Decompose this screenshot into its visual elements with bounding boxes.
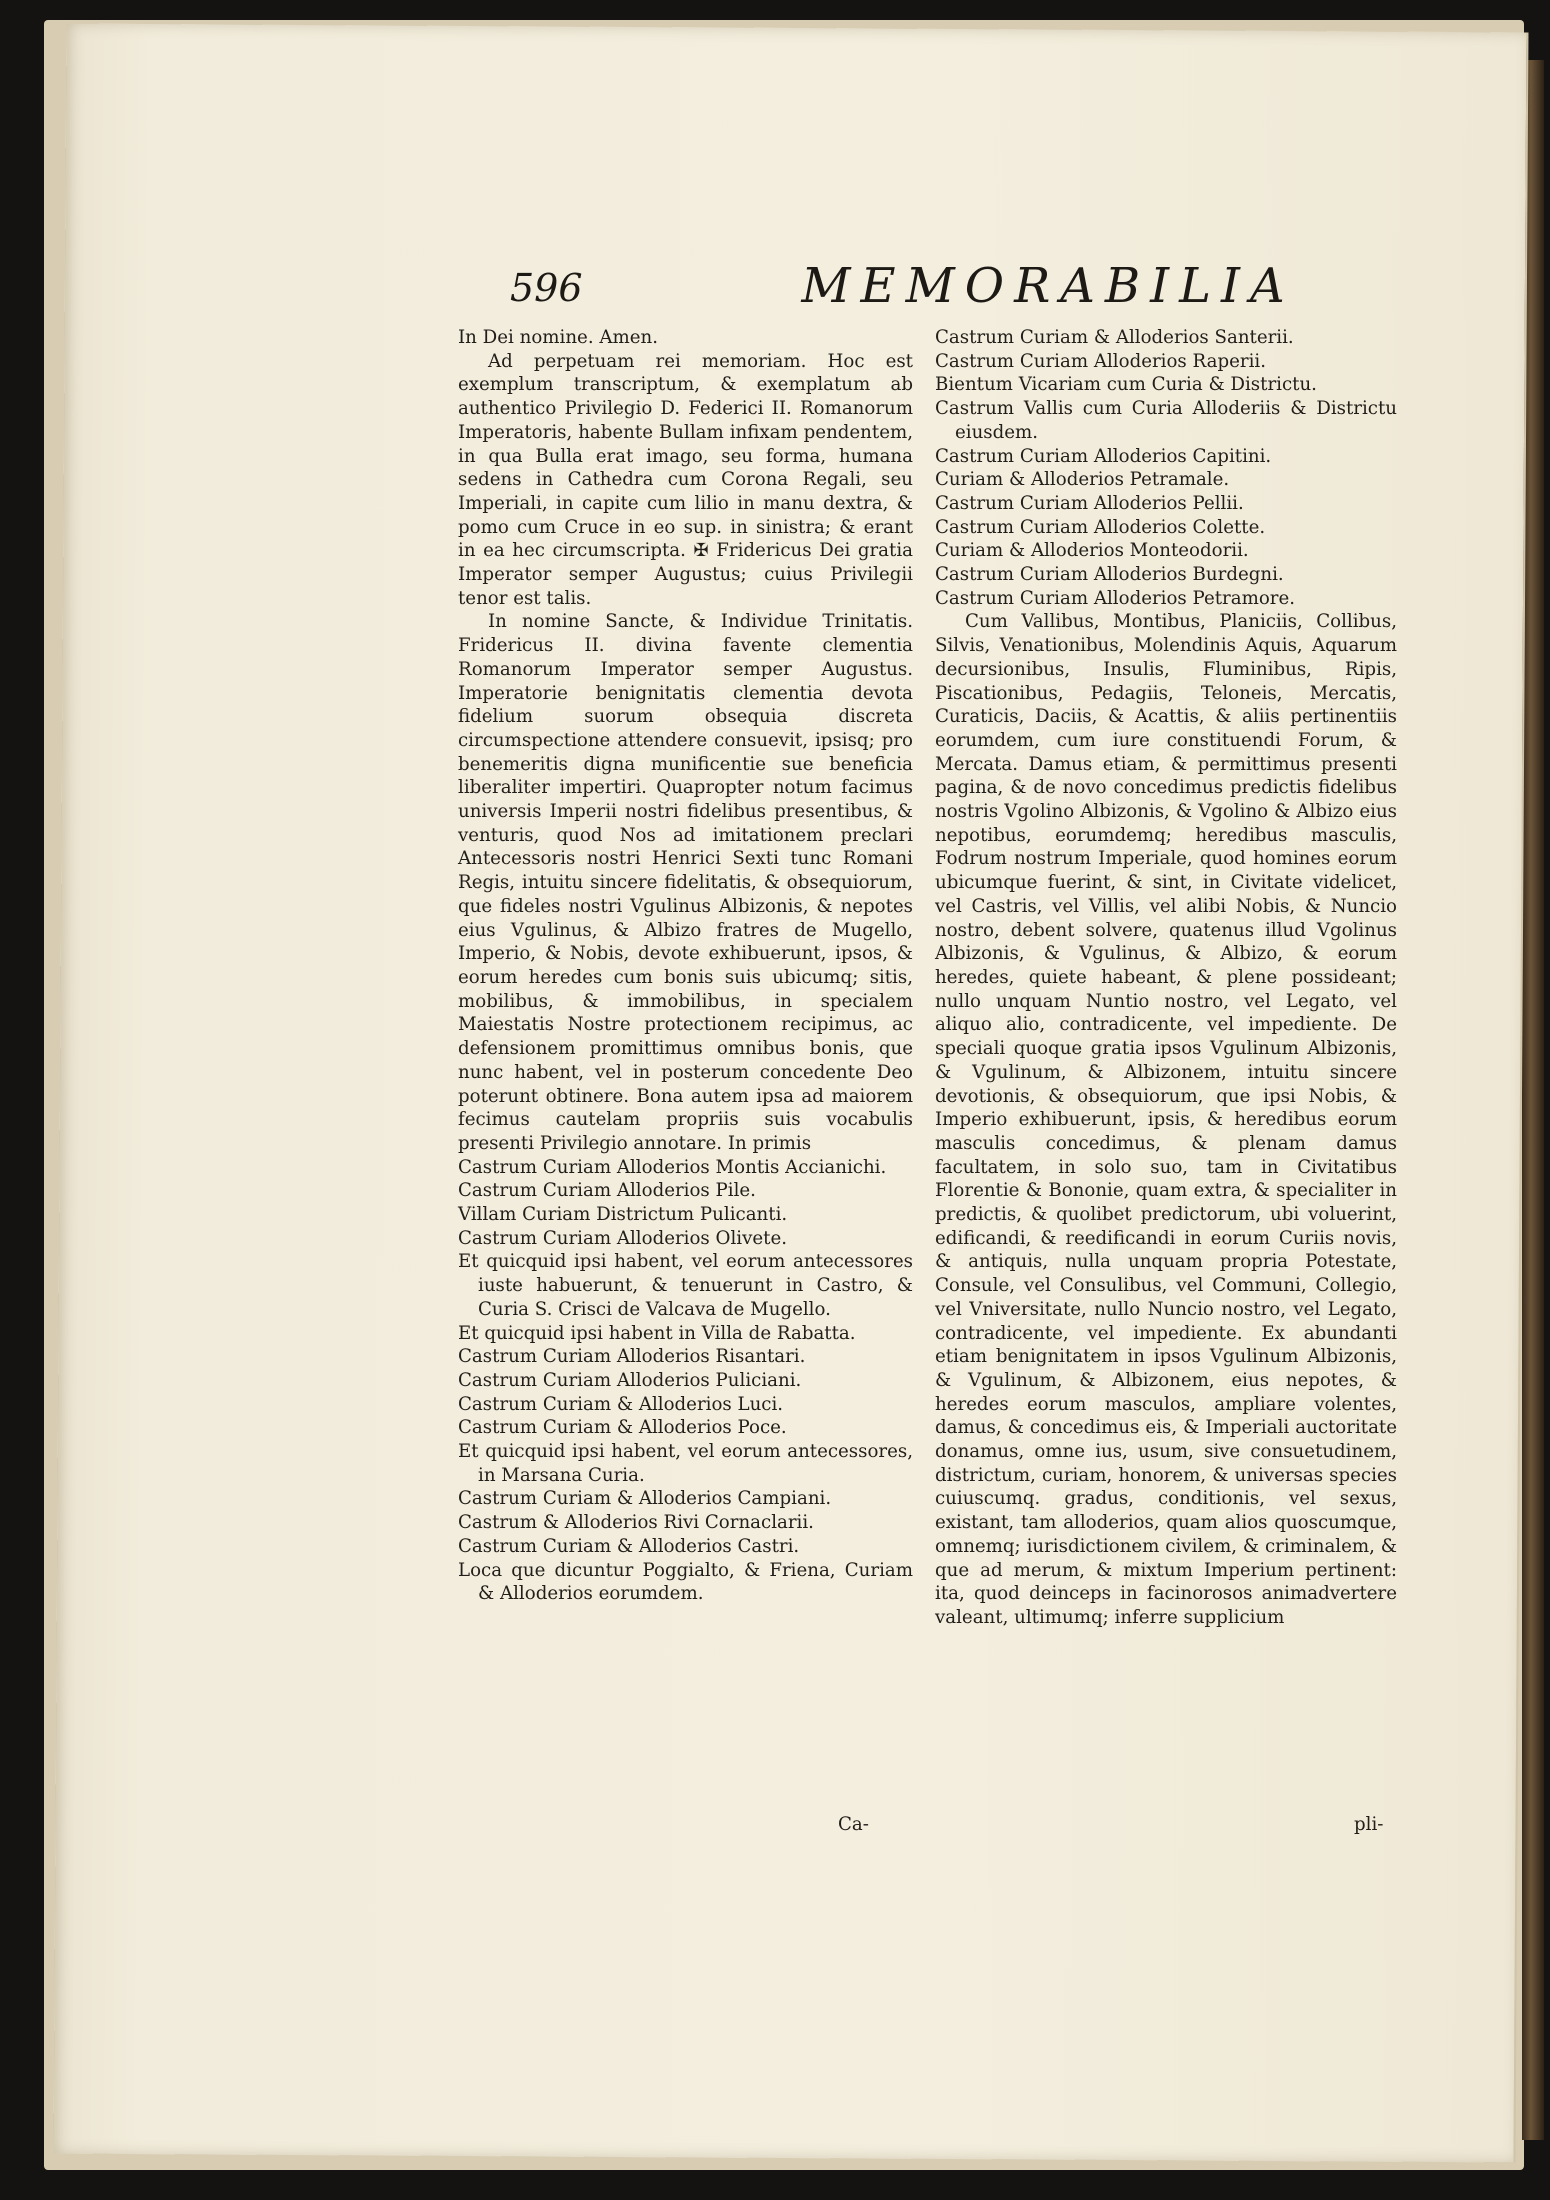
paragraph: Castrum Curiam & Alloderios Castri.: [458, 1535, 800, 1557]
running-head: MEMORABILIA: [801, 258, 1295, 314]
left-text-column: [458, 326, 913, 1606]
paragraph: Cum Vallibus, Montibus, Planiciis, Collibus, Silvis, Venationibus, Molendinis Aquis, Aquarum decursionibus, Insulis, Fluminibus, Ripis, Piscationibus, Pedagiis, Teloneis, Mercatis, Curaticis, Daciis, & Acattis, & aliis pertinentiis eorumdem, cum iure constituendi Forum, & Mercata. Damus etiam, & permittimus presenti pagina, & de novo concedimus predictis fidelibus nostris Vgolino Albizonis, & Vgolino & Albizo eius nepotibus, eorumdemq; heredibus masculis, Fodrum nostrum Imperiale, quod homines eorum ubicumque fuerint, & sint, in Civitate videlicet, vel Castris, vel Villis, vel alibi Nobis, & Nuncio nostro, debent solvere, quatenus illud Vgolinus Albizonis, & Vgulinus, & Albizo, & eorum heredes, quiete habeant, & plene possideant; nullo unquam Nuntio nostro, vel Legato, vel aliquo alio, contradicente, vel impediente. De speciali quoque gratia ipsos Vgulinum Albizonis, & Vgulinum, & Albizonem, intuitu sincere devotionis, & obsequiorum, que ipsi Nobis, & Imperio exhibuerunt, ipsis, & heredibus eorum masculis concedimus, & plenam damus facultatem, in solo suo, tam in Civitatibus Florentie & Bononie, quam extra, & specialiter in predictis, & quolibet predictorum, ubi voluerint, edificandi, & reedificandi in eorum Curiis novis, & antiquis, nulla unquam propria Potestate, Consule, vel Consulibus, vel Communi, Collegio, vel Vniversitate, nullo Nuncio nostro, vel Legato, contradicente, vel impediente. Ex abundanti etiam benignitatem in ipsos Vgulinum Albizonis, & Vgulinum, & Albizonem, eius nepotes, & heredes eorum masculos, ampliare volentes, damus, & concedimus eis, & Imperiali auctoritate donamus, omne ius, usum, sive consuetudinem, districtum, curiam, honorem, & universas species cuiuscumq. gradus, conditionis, vel sexus, existant, tam alloderios, quam alios quoscumque, omnemq; iurisdictionem civilem, & criminalem, & que ad merum, & mixtum Imperium pertinent: ita, quod deinceps in facinorosos animadvertere valeant, ultimumq; inferre supplicium: [935, 611, 1397, 1628]
paragraph: Castrum Curiam Alloderios Petramore.: [935, 587, 1296, 609]
paragraph: Et quicquid ipsi habent, vel eorum antecessores, in Marsana Curia.: [458, 1441, 913, 1486]
paragraph: Castrum Curiam & Alloderios Luci.: [458, 1393, 784, 1415]
catchword-right: pli-: [1354, 1814, 1384, 1835]
paragraph: Castrum Curiam Alloderios Puliciani.: [458, 1369, 802, 1391]
paragraph: Castrum Curiam Alloderios Burdegni.: [935, 564, 1284, 586]
paragraph: Et quicquid ipsi habent in Villa de Rabatta.: [458, 1322, 856, 1344]
paragraph: Curiam & Alloderios Monteodorii.: [935, 540, 1249, 562]
paragraph: Castrum Curiam & Alloderios Poce.: [458, 1417, 787, 1439]
paragraph: Castrum & Alloderios Rivi Cornaclarii.: [458, 1512, 814, 1534]
paragraph: Castrum Curiam Alloderios Pile.: [458, 1180, 756, 1202]
paragraph: Et quicquid ipsi habent, vel eorum antecessores iuste habuerunt, & tenuerunt in Castro, & Curia S. Crisci de Valcava de Mugello.: [458, 1251, 913, 1320]
paragraph: Curiam & Alloderios Petramale.: [935, 469, 1230, 491]
paragraph: Villam Curiam Districtum Pulicanti.: [458, 1204, 788, 1226]
paragraph: Castrum Curiam Alloderios Capitini.: [935, 445, 1272, 467]
page-number: 596: [510, 266, 583, 310]
paragraph: Loca que dicuntur Poggialto, & Friena, Curiam & Alloderios eorumdem.: [458, 1559, 913, 1605]
paragraph: Castrum Curiam & Alloderios Santerii.: [935, 327, 1294, 348]
paragraph: Castrum Curiam Alloderios Risantari.: [458, 1346, 806, 1368]
paragraph: Castrum Curiam Alloderios Olivete.: [458, 1227, 787, 1249]
paragraph: Castrum Curiam Alloderios Colette.: [935, 516, 1266, 538]
paragraph: Castrum Curiam Alloderios Montis Accianichi.: [458, 1156, 887, 1178]
paragraph: Castrum Vallis cum Curia Alloderiis & Districtu eiusdem.: [935, 398, 1397, 443]
paragraph: Castrum Curiam & Alloderios Campiani.: [458, 1488, 832, 1510]
catchword-left: Ca-: [838, 1814, 869, 1835]
paragraph: Castrum Curiam Alloderios Pellii.: [935, 492, 1244, 514]
page-header: [438, 236, 1295, 316]
paragraph: In Dei nomine. Amen.: [458, 327, 659, 348]
paragraph: Castrum Curiam Alloderios Raperii.: [935, 350, 1267, 372]
paragraph: Bientum Vicariam cum Curia & Districtu.: [935, 374, 1317, 396]
right-text-column: [935, 326, 1397, 1630]
paragraph: In nomine Sancte, & Individue Trinitatis. Fridericus II. divina favente clementia Romanorum Imperator semper Augustus. Imperatorie benignitatis clementia devota fidelium suorum obsequia discreta circumspectione attendere consuevit, ipsisq; pro benemeritis digna munificentie sue beneficia liberaliter impertiri. Quapropter notum facimus universis Imperii nostri fidelibus presentibus, & venturis, quod Nos ad imitationem preclari Antecessoris nostri Henrici Sexti tunc Romani Regis, intuitu sincere fidelitatis, & obsequiorum, que fideles nostri Vgulinus Albizonis, & nepotes eius Vgulinus, & Albizo fratres de Mugello, Imperio, & Nobis, devote exhibuerunt, ipsos, & eorum heredes cum bonis suis ubicumq; sitis, mobilibus, & immobilibus, in specialem Maiestatis Nostre protectionem recipimus, ac defensionem promittimus omnibus bonis, que nunc habent, vel in posterum concedente Deo poterunt obtinere. Bona autem ipsa ad maiorem fecimus cautelam propriis suis vocabulis presenti Privilegio annotare. In primis: [458, 611, 913, 1154]
paragraph: Ad perpetuam rei memoriam. Hoc est exemplum transcriptum, & exemplatum ab authentico Privilegio D. Federici II. Romanorum Imperatoris, habente Bullam infixam pendentem, in qua Bulla erat imago, seu forma, humana sedens in Cathedra cum Corona Regali, seu Imperiali, in capite cum lilio in manu dextra, & pomo cum Cruce in eo sup. in sinistra; & erant in ea hec circumscripta. ✠ Fridericus Dei gratia Imperator semper Augustus; cuius Privilegii tenor est talis.: [458, 350, 913, 609]
